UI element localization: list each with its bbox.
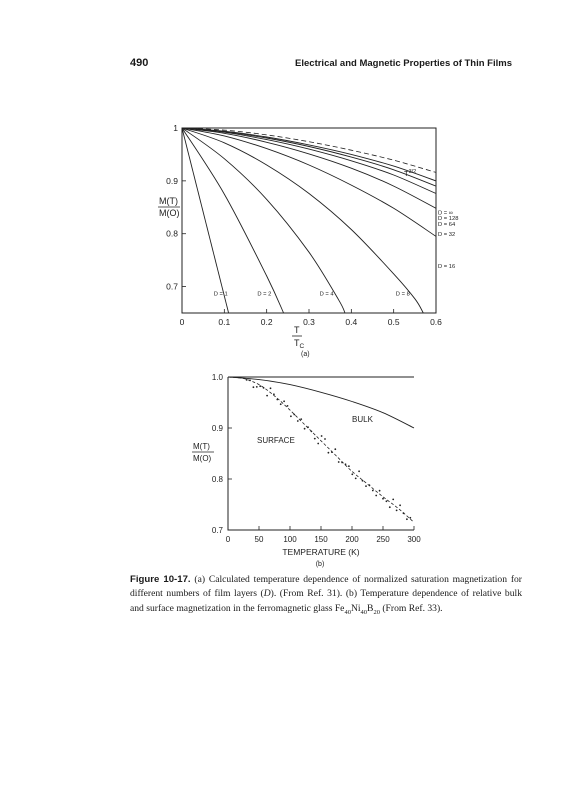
curve-label: D = 64 <box>438 221 456 228</box>
surface-data-point <box>297 420 299 422</box>
chart-a-ylabel-num: M(T) <box>159 196 178 206</box>
surface-data-point <box>324 438 326 440</box>
surface-data-point <box>263 387 265 389</box>
curve-label: D = 1 <box>213 291 228 298</box>
surface-data-point <box>355 478 357 480</box>
surface-data-point <box>321 435 323 437</box>
chart-a-ylabel-den: M(O) <box>159 208 180 218</box>
surface-data-point <box>307 426 309 428</box>
surface-data-point <box>389 506 391 508</box>
surface-data-point <box>276 399 278 401</box>
chart-b-xtick-label: 100 <box>283 535 297 544</box>
chart-b-ylabel-num: M(T) <box>193 442 210 451</box>
caption-label: Figure 10-17. <box>130 574 191 585</box>
chart-b-xtick-label: 0 <box>225 535 231 544</box>
surface-data-point <box>362 480 364 482</box>
chart-a <box>158 123 458 358</box>
chart-b-ytick-label: 1.0 <box>211 373 223 382</box>
curve-label: D = 32 <box>438 231 456 238</box>
curve-d-128 <box>182 128 436 186</box>
caption-sub-3: 20 <box>373 608 380 616</box>
surface-data-point <box>379 490 381 492</box>
surface-data-point <box>314 438 316 440</box>
chart-b-xtick-label: 150 <box>314 535 328 544</box>
chart-a-xtick-label: 0.2 <box>260 317 273 327</box>
chart-a-xlabel-num: T <box>294 325 300 335</box>
surface-data-point <box>328 452 330 454</box>
chart-b-ytick-label: 0.9 <box>211 424 223 433</box>
chart-a-xtick-label: 0.5 <box>387 317 400 327</box>
surface-data-point <box>283 400 285 402</box>
chart-a-ytick-label: 0.9 <box>166 175 178 186</box>
figure-caption <box>130 573 522 616</box>
surface-data-point <box>403 512 405 514</box>
running-title: Electrical and Magnetic Properties of Thin Films <box>295 58 512 69</box>
surface-data-point <box>369 484 371 486</box>
surface-data-point <box>399 504 401 506</box>
surface-data-point <box>304 428 306 430</box>
surface-data-point <box>273 393 275 395</box>
surface-data-point <box>375 495 377 497</box>
surface-data-point <box>270 387 272 389</box>
surface-data-point <box>249 380 251 382</box>
chart-a-xtick-label: 0 <box>179 317 185 327</box>
curve-label: D = 16 <box>438 264 456 271</box>
chart-a-ytick-label: 1 <box>173 123 178 133</box>
caption-el-3: B <box>367 602 374 614</box>
surface-data-point <box>392 499 394 501</box>
surface-data-point <box>317 443 319 445</box>
caption-d-symbol: D <box>263 588 271 600</box>
surface-data-point <box>259 385 261 387</box>
chart-b-ytick-label: 0.7 <box>211 526 223 535</box>
surface-data-point <box>331 451 333 453</box>
caption-text-a: (a) Calculated temperature dependence of normalized saturation magnetization for different numbers of film layers ( <box>130 574 523 600</box>
surface-data-point <box>290 415 292 417</box>
surface-data-point <box>253 386 255 388</box>
surface-data-point <box>372 490 374 492</box>
surface-data-point <box>266 395 268 397</box>
chart-b-xtick-label: 200 <box>345 535 359 544</box>
caption-sub-2: 40 <box>360 608 368 616</box>
chart-a-panel-label: (a) <box>301 351 310 358</box>
bulk-label: BULK <box>352 415 373 424</box>
caption-sub-1: 40 <box>344 608 351 616</box>
curve-d-32 <box>182 128 436 208</box>
chart-b-xtick-label: 300 <box>407 535 421 544</box>
bulk-curve <box>228 377 414 428</box>
surface-data-point <box>338 461 340 463</box>
curve-label: D = ∞ <box>438 210 453 217</box>
curve-d-inf <box>182 128 436 181</box>
chart-b-ytick-label: 0.8 <box>211 475 223 484</box>
curve-d-4 <box>182 128 345 313</box>
surface-data-point <box>246 379 248 381</box>
chart-b-xlabel: TEMPERATURE (K) <box>282 547 360 557</box>
curve-d-8 <box>182 128 423 313</box>
surface-data-point <box>409 517 411 519</box>
chart-a-xtick-label: 0.3 <box>303 317 315 327</box>
chart-b-ylabel-den: M(O) <box>193 454 212 463</box>
curve-d-16 <box>182 128 436 236</box>
chart-a-ytick-label: 0.8 <box>166 228 178 239</box>
curve-label: D = 8 <box>395 291 410 298</box>
caption-el-2: Ni <box>350 602 361 614</box>
surface-data-point <box>300 418 302 420</box>
caption-text-c: (From Ref. 33). <box>379 602 443 614</box>
curve-d-1 <box>182 128 229 313</box>
surface-data-point <box>358 470 360 472</box>
surface-data-point <box>334 448 336 450</box>
curve-d-2 <box>182 128 284 313</box>
surface-data-point <box>396 510 398 512</box>
surface-data-point <box>345 463 347 465</box>
surface-data-point <box>382 498 384 500</box>
surface-data-point <box>287 405 289 407</box>
curve-label: D = 128 <box>438 215 459 222</box>
chart-a-xtick-label: 0.4 <box>345 317 358 327</box>
surface-data-point <box>348 465 350 467</box>
caption-text-b: ). (From Ref. 31). (b) Temperature dependence of relative bulk and surface magnetization in the ferromagnetic glass Fe <box>130 588 522 614</box>
surface-data-point <box>351 473 353 475</box>
chart-b-xtick-label: 50 <box>254 535 264 544</box>
page-number: 490 <box>130 57 149 69</box>
surface-data-point <box>280 403 282 405</box>
chart-a-xtick-label: 0.1 <box>218 317 231 327</box>
chart-a-ytick-label: 0.7 <box>166 281 178 292</box>
surface-label: SURFACE <box>257 436 295 445</box>
chart-a-xlabel-den: $T_C$ <box>294 338 305 350</box>
surface-data-point <box>311 431 313 433</box>
surface-data-point <box>386 500 388 502</box>
chart-a-xtick-label: 0.6 <box>430 317 442 327</box>
chart-b-panel-label: (b) <box>315 561 325 568</box>
surface-data-point <box>406 518 408 520</box>
chart-b-xtick-label: 250 <box>376 535 390 544</box>
surface-data-point <box>341 462 343 464</box>
surface-data-point <box>365 485 367 487</box>
surface-data-point <box>293 414 295 416</box>
chart-b <box>192 373 421 568</box>
curve-d-64 <box>182 128 436 194</box>
curve-label: D = 4 <box>319 291 334 298</box>
surface-data-point <box>256 386 258 388</box>
curve-label: D = 2 <box>257 291 272 298</box>
t32-label: $T^{3/2}$ <box>404 169 417 178</box>
chart-b-axes <box>228 377 414 530</box>
